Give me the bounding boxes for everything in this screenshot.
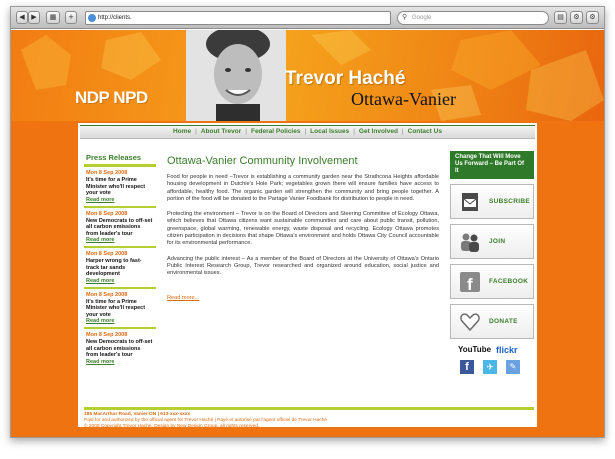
cta-banner: Change That Will Move Us Forward – Be Part Of It (450, 151, 534, 179)
press-release-date: Mon 8 Sep 2008 (86, 170, 128, 176)
press-releases-sidebar (84, 153, 156, 368)
footer (84, 407, 534, 430)
nav-about-trevor[interactable]: About Trevor (200, 128, 242, 135)
svg-text:f: f (467, 275, 473, 293)
web-page (11, 30, 604, 438)
url-text: http://clients. (98, 15, 132, 21)
globe-icon (88, 14, 96, 22)
settings-button[interactable]: ⚙ (570, 11, 583, 24)
facebook-icon (459, 271, 481, 293)
twitter-icon[interactable]: ✈ (483, 360, 497, 374)
read-more-link[interactable]: Read more (86, 237, 115, 243)
nav-contact-us[interactable]: Contact Us (407, 128, 442, 135)
press-release-title[interactable]: New Democrats to off-set all carbon emissions from leader's tour (86, 339, 153, 358)
add-tab-button[interactable]: + (65, 11, 77, 24)
browser-toolbar (11, 7, 604, 29)
candidate-name: Trevor Haché (285, 68, 406, 89)
youtube-link[interactable] (458, 345, 491, 354)
read-more-link[interactable]: Read more (86, 196, 115, 203)
subscribe-label: SUBSCRIBE (489, 198, 530, 205)
search-input[interactable] (397, 11, 549, 25)
bookmarks-button[interactable]: ▦ (46, 11, 60, 24)
read-more-link[interactable]: Read more (86, 277, 115, 284)
read-more-link[interactable]: Read more... (167, 294, 200, 301)
donate-button[interactable] (450, 304, 534, 339)
main-content (167, 155, 439, 304)
press-release-item (84, 167, 156, 208)
footer-authorization: Paid for and authorized by the official agent for Trevor Haché | Payé et autorisé par l'agent officiel de Trevor Haché (84, 418, 328, 423)
nav-local-issues[interactable]: Local Issues (310, 128, 350, 135)
page-menu-button[interactable]: ▤ (554, 11, 567, 24)
flickr-link[interactable] (496, 345, 518, 355)
paragraph-public-interest: Advancing the public interest – As a member of the Board of Directors at the University of Ottawa's Ontario Public Interest Research Group, Trevor researched and organized around education, social justice and environmental issues. (167, 255, 439, 277)
paragraph-food: Food for people in need –Trevor is establishing a community garden near the Strathcona Heights affordable housing development in Dutchie's Hole Park; vegetables grown there will ensure families have access to affordable, healthy food. The organic garden will strengthen the community and bring people together. A portion of the food will be donated to the Partage Vanier Foodbank for distribution to people in need. (167, 174, 439, 202)
candidate-photo (186, 30, 286, 121)
press-releases-heading: Press Releases (84, 153, 156, 167)
press-release-date: Mon 8 Sep 2008 (86, 251, 128, 257)
facebook-button[interactable] (450, 264, 534, 299)
join-label: JOIN (489, 238, 506, 245)
url-input[interactable] (85, 11, 391, 25)
subscribe-button[interactable] (450, 184, 534, 219)
action-sidebar (450, 151, 534, 379)
youtube-text: YouTube (458, 345, 492, 354)
search-placeholder: Google (412, 15, 432, 21)
social-links (450, 345, 534, 379)
press-release-date: Mon 8 Sep 2008 (86, 210, 128, 217)
nav-federal-policies[interactable]: Federal Policies (250, 128, 301, 135)
flickr-text: flickr (496, 345, 518, 355)
press-release-item (84, 248, 156, 289)
page-title: Ottawa-Vanier Community Involvement (167, 155, 358, 167)
riding-name: Ottawa-Vanier (351, 89, 456, 109)
main-nav: Home | About Trevor | Federal Policies | Local Issues | Get Involved | Contact Us (80, 125, 535, 139)
press-release-item (84, 329, 156, 368)
nav-get-involved[interactable]: Get Involved (358, 128, 398, 135)
press-release-item (84, 289, 156, 330)
join-button[interactable] (450, 224, 534, 259)
facebook-small-icon[interactable]: f (460, 360, 474, 374)
content-panel (78, 123, 537, 427)
nav-home[interactable]: Home (173, 128, 192, 135)
search-icon: ⚲ (402, 14, 408, 21)
envelope-icon (459, 191, 481, 213)
tools-button[interactable]: ⚙ (586, 11, 599, 24)
press-release-title[interactable]: It's time for a Prime Minister who'll respect your vote (86, 177, 146, 196)
donate-label: DONATE (489, 318, 518, 325)
blog-icon[interactable]: ✎ (506, 360, 520, 374)
press-release-title[interactable]: Harper wrong to fast-track tar sands development (86, 258, 142, 277)
footer-address: 185 MacArthur Road, Vanier ON | 613-xxx-xxxx (84, 412, 191, 417)
header-banner (11, 30, 604, 121)
read-more-link[interactable]: Read more (86, 358, 115, 365)
press-release-item (84, 208, 156, 249)
back-button[interactable]: ◀ (16, 11, 28, 24)
forward-button[interactable]: ▶ (28, 11, 40, 24)
candidate-portrait (186, 30, 286, 121)
logo-text: NDP NPD (75, 88, 148, 107)
people-icon (459, 231, 481, 253)
heart-icon (459, 311, 481, 333)
press-release-date: Mon 8 Sep 2008 (86, 291, 128, 298)
press-release-title[interactable]: It's time for a Prime Minister who'll respect your vote (86, 298, 146, 318)
facebook-label: FACEBOOK (489, 278, 529, 285)
press-release-date: Mon 8 Sep 2008 (86, 332, 128, 338)
footer-copyright: © 2008 Copyright Trevor Haché. Design by New Design Group, all rights reserved. (84, 424, 260, 429)
ndp-logo[interactable] (75, 88, 148, 108)
paragraph-environment: Protecting the environment – Trevor is on the Board of Directors and Steering Committee of Ecology Ottawa, which believes that Ottawa citizens want sustainable communities and care about public transit, pollution, greenspace, global warming, renewable energy, waste disposal and recycling. Ecology Ottawa promotes citizen participation in decisions that shape Ottawa's environment and holds Ottawa City Council accountable for its environmental performance. (167, 211, 439, 247)
read-more-link[interactable]: Read more (86, 318, 115, 324)
browser-window (10, 6, 605, 438)
press-release-title[interactable]: New Democrats to off-set all carbon emissions from leader's tour (86, 217, 153, 237)
